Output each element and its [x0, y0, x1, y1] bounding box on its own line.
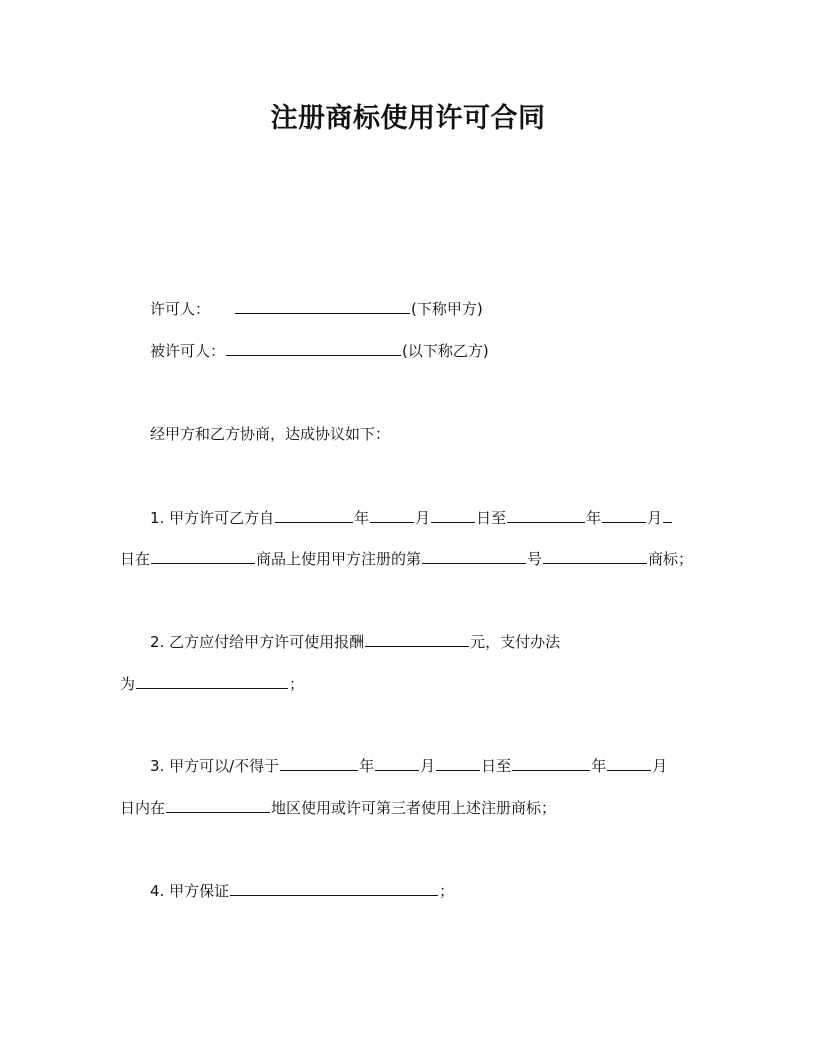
clause3-year-label: 年	[359, 757, 375, 775]
clause1-goods-text: 商品上使用甲方注册的第	[256, 550, 422, 568]
clause3-end-year-blank[interactable]	[512, 755, 590, 771]
clause4-guarantee-blank[interactable]	[230, 880, 438, 896]
clause1-start-day-blank[interactable]	[431, 507, 475, 523]
intro-text: 经甲方和乙方协商，达成协议如下：	[150, 425, 391, 443]
clause2-text: 2. 乙方应付给甲方许可使用报酬	[150, 633, 365, 651]
clause1-reg-number-blank[interactable]	[422, 548, 526, 564]
clause2-payment-label: 元，支付办法	[470, 633, 561, 651]
clause4-text: 4. 甲方保证	[150, 882, 230, 900]
clause2-wei-label: 为	[120, 675, 136, 693]
clause1-end-month-blank[interactable]	[602, 507, 646, 523]
clause3-month-label: 月	[420, 757, 436, 775]
clause1-end-day-blank[interactable]	[663, 507, 672, 523]
clause3-start-year-blank[interactable]	[280, 755, 358, 771]
clause3-day-in-label: 日内在	[120, 799, 166, 817]
clause3-start-day-blank[interactable]	[436, 755, 480, 771]
document-title: 注册商标使用许可合同	[270, 103, 546, 134]
licensee-suffix: (以下称乙方)	[402, 342, 489, 360]
clause3-month-label-2: 月	[652, 757, 668, 775]
clause1-day-in-label: 日在	[120, 550, 151, 568]
clause3-region-text: 地区使用或许可第三者使用上述注册商标；	[271, 799, 557, 817]
clause1-end-year-blank[interactable]	[507, 507, 585, 523]
clause1-line2	[120, 548, 693, 569]
clause3-text: 3. 甲方可以/不得于	[150, 757, 280, 775]
clause3-line1	[150, 755, 667, 776]
clause1-month-label: 月	[415, 509, 431, 527]
licensee-label: 被许可人：	[150, 342, 226, 360]
clause1-trademark-label: 商标；	[648, 550, 694, 568]
clause2-end-punct: ；	[289, 675, 305, 693]
clause1-goods-blank[interactable]	[151, 548, 255, 564]
licensor-label: 许可人：	[150, 300, 211, 318]
licensee-line	[150, 340, 489, 361]
clause4-line1	[150, 880, 454, 901]
licensor-blank[interactable]	[235, 298, 410, 314]
clause3-day-to-label: 日至	[481, 757, 512, 775]
clause1-text: 1. 甲方许可乙方自	[150, 509, 275, 527]
clause1-year-label: 年	[354, 509, 370, 527]
clause1-trademark-blank[interactable]	[543, 548, 647, 564]
licensee-blank[interactable]	[226, 340, 401, 356]
clause3-line2	[120, 797, 556, 818]
clause2-line1	[150, 631, 560, 652]
clause1-year-label-2: 年	[586, 509, 602, 527]
licensor-line	[150, 298, 483, 319]
clause1-number-label: 号	[527, 550, 543, 568]
clause2-amount-blank[interactable]	[365, 631, 469, 647]
clause2-method-blank[interactable]	[136, 673, 288, 689]
clause1-month-label-2: 月	[647, 509, 663, 527]
clause1-line1	[150, 507, 673, 528]
licensor-suffix: (下称甲方)	[411, 300, 483, 318]
clause3-end-month-blank[interactable]	[607, 755, 651, 771]
clause4-end-punct: ；	[439, 882, 455, 900]
clause1-day-to-label: 日至	[476, 509, 507, 527]
clause3-start-month-blank[interactable]	[375, 755, 419, 771]
clause1-start-year-blank[interactable]	[275, 507, 353, 523]
clause3-year-label-2: 年	[591, 757, 607, 775]
clause3-region-blank[interactable]	[166, 797, 270, 813]
clause2-line2	[120, 673, 304, 694]
clause1-start-month-blank[interactable]	[370, 507, 414, 523]
